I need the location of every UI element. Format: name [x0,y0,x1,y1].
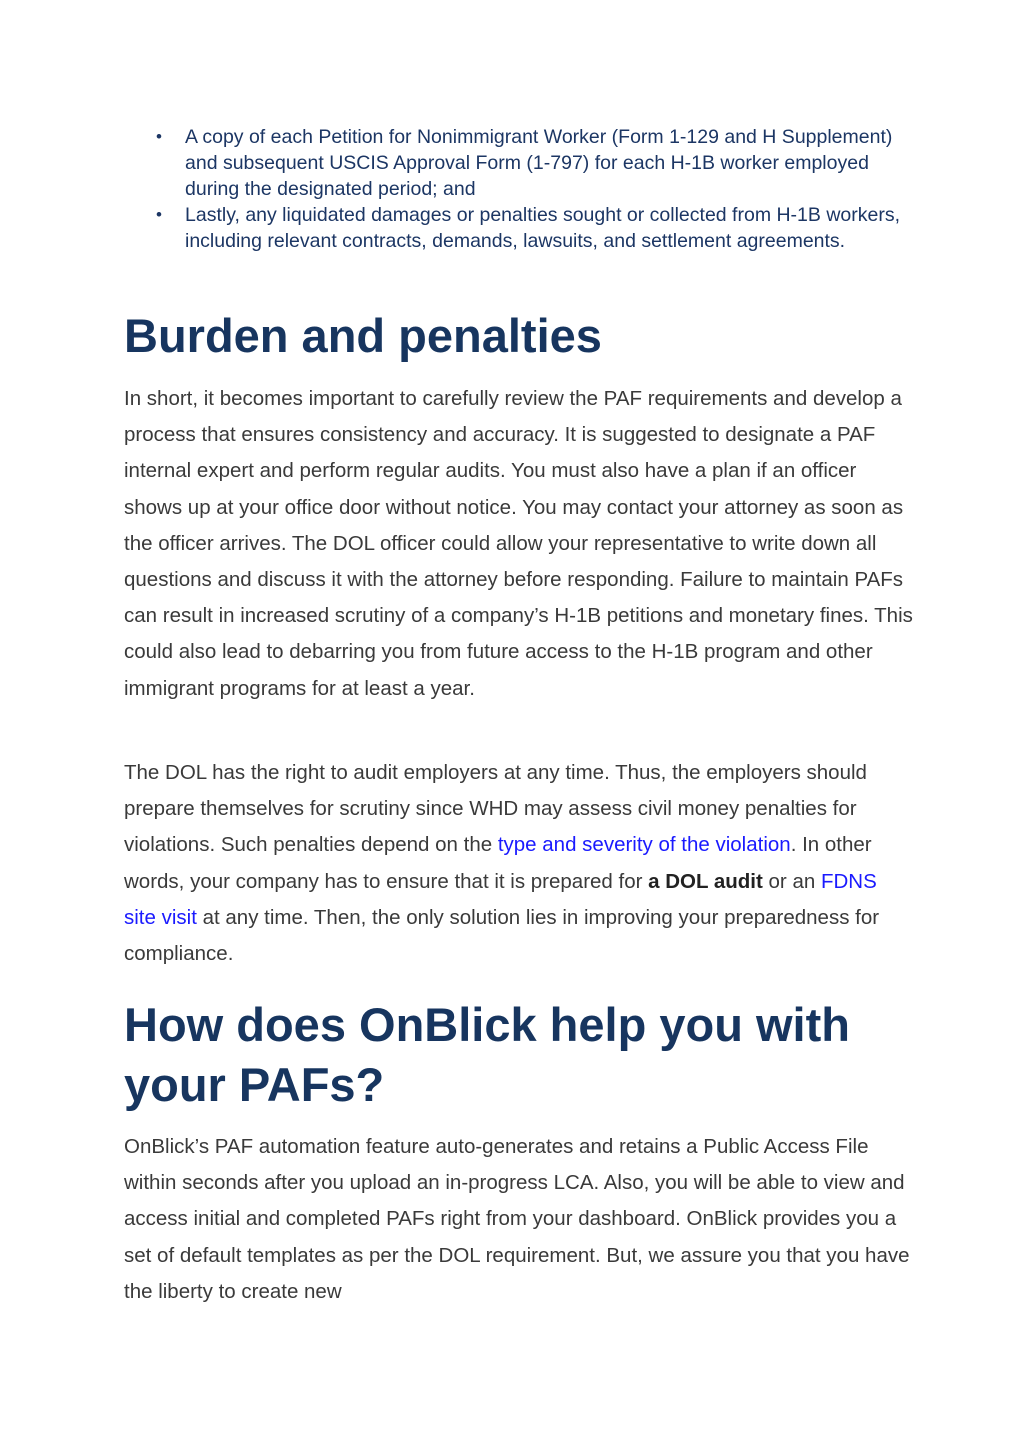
section-heading-burden: Burden and penalties [124,309,602,362]
paragraph-burden-2 [124,755,914,972]
paragraph-text: or an [762,869,821,893]
requirements-list [124,124,904,254]
bullet-icon: • [156,127,162,146]
list-item-text: Lastly, any liquidated damages or penalties sought or collected from H-1B workers, including relevant contracts, demands, lawsuits, and settlement agreements. [185,204,900,252]
link-type-and-severity[interactable]: type and severity of the violation [497,833,791,857]
section-heading-onblick: How does OnBlick help you with your PAFs? [124,998,850,1111]
bullet-icon: • [156,205,162,224]
paragraph-onblick-1: OnBlick’s PAF automation feature auto-generates and retains a Public Access File within seconds after you upload an in-progress LCA. Also, you will be able to view and access initial and completed PAFs right from your dashboard. OnBlick provides you a set of default templates as per the DOL requirement. But, we assure you that you have the liberty to create new [124,1135,910,1303]
list-item-text: A copy of each Petition for Nonimmigrant Worker (Form 1-129 and H Supplement) and subsequent USCIS Approval Form (1-797) for each H-1B worker employed during the designated period; and [185,126,893,200]
paragraph-burden-1: In short, it becomes important to carefully review the PAF requirements and develop a process that ensures consistency and accuracy. It is suggested to designate a PAF internal expert and perform regular audits. You must also have a plan if an officer shows up at your office door without notice. You may contact your attorney as soon as the officer arrives. The DOL officer could allow your representative to write down all questions and discuss it with the attorney before responding. Failure to maintain PAFs can result in increased scrutiny of a company’s H-1B petitions and monetary fines. This could also lead to debarring you from future access to the H-1B program and other immigrant programs for at least a year. [124,387,913,700]
paragraph-text: . In other words, your company has to ensure that it is prepared for [124,833,872,893]
paragraph-text: at any time. Then, the only solution lies in improving your preparedness for compliance. [124,905,880,966]
link-fdns-site-visit[interactable]: FDNS site visit [124,869,877,929]
bold-dol-audit: a DOL audit [648,869,763,893]
paragraph-text: The DOL has the right to audit employers at any time. Thus, the employers should prepare themselves for scrutiny since WHD may assess civil money penalties for violations. Such penalties depend on the [124,761,867,857]
list-item [124,124,904,202]
list-item [124,202,904,254]
